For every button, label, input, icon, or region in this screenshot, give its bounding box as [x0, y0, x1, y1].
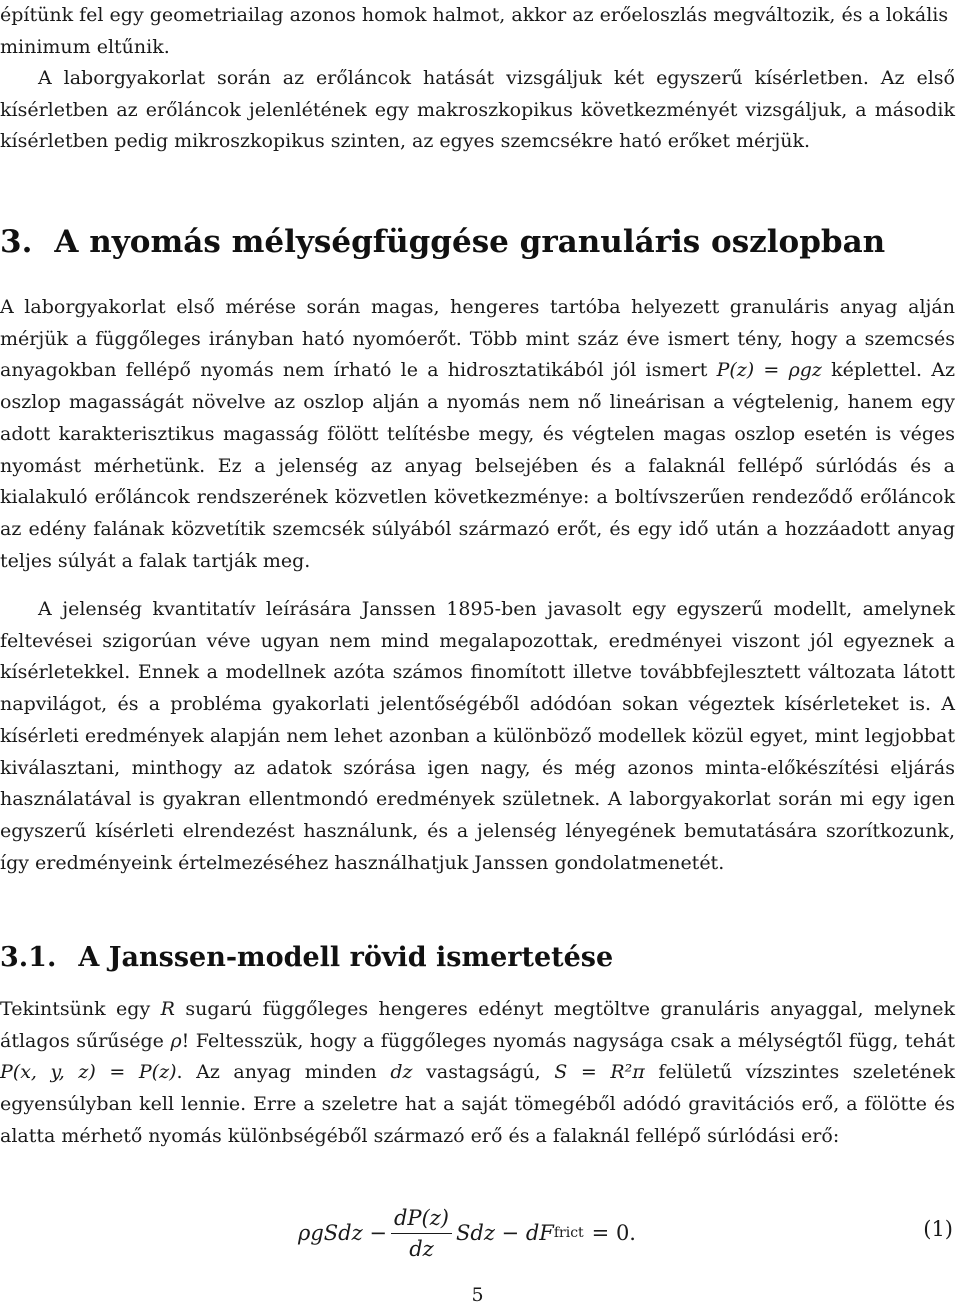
- math-density: ρ: [170, 1029, 182, 1052]
- section-title: A nyomás mélységfüggése granuláris oszlopban: [54, 224, 886, 260]
- equation-lhs: ρgSdz −: [298, 1221, 387, 1245]
- text-segment: felületű vízszintes szeletének egyensúlyban kell lennie. Erre a szeletre hat a saját tömegéből adódó gravitációs erő, a fölötte és alatta mérhető nyomás különbségéből származó erő és a falaknál fellépő súrlódási erő:: [0, 1061, 955, 1147]
- equation-fraction: [391, 1206, 452, 1261]
- section-heading: [0, 224, 885, 260]
- paragraph-pressure-depth: [0, 292, 955, 577]
- equation-rhs: Sdz − dF: [455, 1221, 554, 1245]
- hydrostatic-formula: P(z) = ρgz: [716, 359, 822, 382]
- text-segment: vastagságú,: [426, 1061, 541, 1084]
- paragraph-janssen-model: [0, 994, 955, 1153]
- paragraph-intro-experiments: A laborgyakorlat során az erőláncok hatását vizsgáljuk két egyszerű kísérletben. Az első kísérletben az erőláncok jelenlétének egy makroszkopikus következményét vizsgáljuk, a második kísérletben pedig mikroszkopikus szinten, az egyes szemcsékre ható erőket mérjük.: [0, 67, 955, 153]
- text-segment: képlettel. Az oszlop magasságát növelve az oszlop alján a nyomás nem nő lineárisan a végtelenig, hanem egy adott karakterisztikus magasság fölött telítésbe megy, és végtelen magas oszlop esetén is véges nyomást mérhetünk. Ez a jelenség az anyag belsejében és a falaknál fellépő súrlódás és a kialakuló erőláncok rendszerének közvetlen következménye: a boltívszerűen rendeződő erőláncok az edény falának közvetítik szemcsék súlyából származó erőt, és egy idő után a hozzáadott anyag teljes súlyát a falak tartják meg.: [0, 359, 955, 572]
- subsection-heading: [0, 942, 613, 973]
- paragraph-continuation: építünk fel egy geometriailag azonos homok halmot, akkor az erőeloszlás megváltozik, és a lokális minimum eltűnik.: [0, 4, 949, 58]
- math-area: S = R²π: [554, 1061, 645, 1084]
- fraction-numerator: dP(z): [391, 1206, 452, 1234]
- text-segment: . Az anyag minden: [176, 1061, 377, 1084]
- text-segment: ! Feltesszük, hogy a függőleges nyomás nagysága csak a mélységtől függ, tehát: [181, 1029, 956, 1052]
- page-number: 5: [471, 1284, 484, 1306]
- text-segment: sugarú függőleges hengeres edényt megtöltve granuláris anyaggal, melynek átlagos sűrűsége: [0, 998, 956, 1052]
- equation-number: (1): [923, 1217, 953, 1241]
- math-pressure-function: P(x, y, z) = P(z): [0, 1061, 177, 1084]
- math-dz: dz: [390, 1061, 413, 1084]
- equation-body: [298, 1198, 636, 1268]
- equation-1: [0, 1198, 955, 1268]
- text-segment: A laborgyakorlat első mérése során magas, hengeres tartóba helyezett granuláris anyag alján mérjük a függőleges irányban ható nyomóerőt. Több mint száz éve ismert tény, hogy a szemcsés anyagokban fellépő nyomás nem írható le a hidrosztatikából jól ismert: [0, 296, 955, 382]
- subsection-number: 3.1.: [0, 942, 57, 973]
- equation-subscript: frict: [553, 1225, 584, 1241]
- math-radius: R: [160, 998, 175, 1020]
- equation-tail: = 0.: [591, 1221, 636, 1245]
- text-segment: Tekintsünk egy: [0, 998, 151, 1020]
- section-number: 3.: [0, 224, 33, 260]
- paragraph-janssen-history: A jelenség kvantitatív leírására Janssen 1895-ben javasolt egy egyszerű modellt, amelynek feltevései szigorúan véve ugyan nem mind megalapozottak, eredményei viszont jól egyeznek a kísérletekkel. Ennek a modellnek azóta számos finomított illetve továbbfejlesztett változata látott napvilágot, és a probléma gyakorlati jelentőségéből adódóan sokan végeztek kísérleteket is. A kísérleti eredmények alapján nem lehet azonban a különböző modellek közül egyet, mint legjobbat kiválasztani, minthogy az adatok szórása igen nagy, és még azonos minta-előkészítési eljárás használatával is gyakran ellentmondó eredmények születnek. A laborgyakorlat során mi egy igen egyszerű kísérleti elrendezést használunk, és a jelenség lényegének bemutatására szorítkozunk, így eredményeink értelmezéséhez használhatjuk Janssen gondolatmenetét.: [0, 598, 955, 874]
- subsection-title: A Janssen-modell rövid ismertetése: [78, 942, 614, 973]
- fraction-denominator: dz: [409, 1236, 434, 1261]
